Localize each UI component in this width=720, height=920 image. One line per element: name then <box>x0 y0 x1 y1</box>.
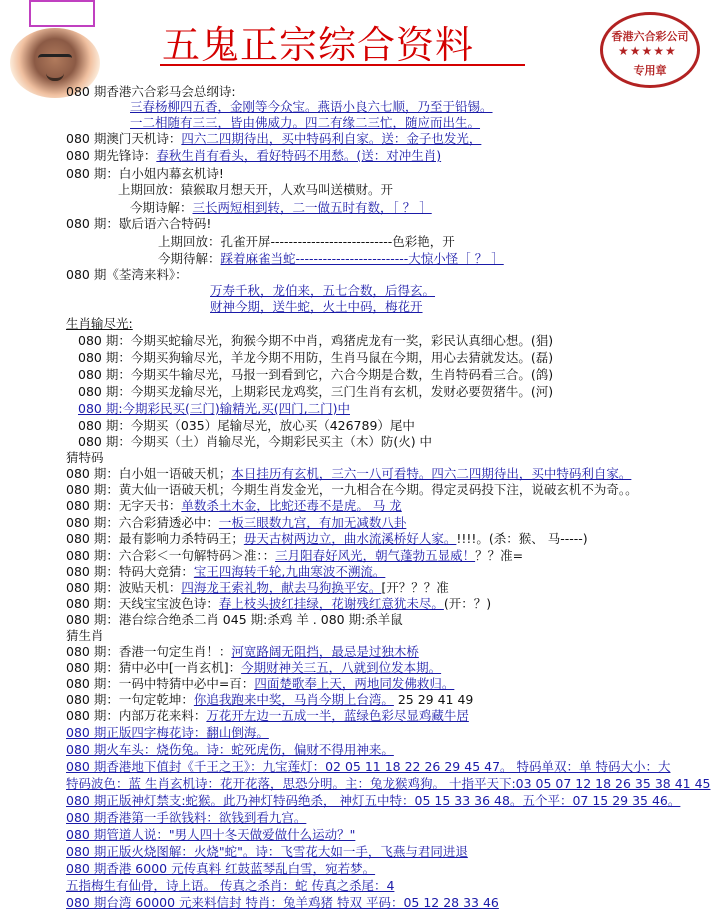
list-item: 080 期：白小姐内幕玄机诗! <box>66 166 224 181</box>
list-item: 财神今期，送牛蛇，火土中码，梅花开 <box>210 299 423 314</box>
line-prefix: 080 期：香港一句定生肖！： <box>66 644 232 659</box>
list-item: 080 期香港 6000 元传真料 红鼓蓝琴乱白雪，宛若梦。 <box>66 861 376 876</box>
pink-frame <box>29 0 95 27</box>
list-item <box>66 496 402 514</box>
section-heading: 猜生肖 <box>66 628 104 643</box>
line-value: 三长两短相到转，二一做五时有数，［ ？ ］ <box>192 200 432 215</box>
list-item <box>66 706 469 724</box>
line-value: 四面楚歌奉上天，两地同发佛救归。 <box>254 676 455 691</box>
list-item: 080 期：港台综合绝杀二肖 045 期:杀鸡 羊 . 080 期:杀羊鼠 <box>66 612 403 627</box>
list-item <box>66 146 441 164</box>
list-item: 一二相随有三三，皆由佛威力。四二有缘二三忙，随应而出生。 <box>130 115 481 130</box>
list-item: 080 期管道人说："男人四十冬天做爱做什么运动？" <box>66 827 356 842</box>
list-item: 080 期：今期买龙输尽光，上期彩民龙鸡奖，三门生肖有玄机，发财必要贺猪牛。(河) <box>78 384 554 399</box>
seal-stars-icon: ★★★★★ <box>618 44 677 58</box>
line-prefix: 080 期：猜中必中[一肖玄机]： <box>66 660 242 675</box>
line-suffix: (开：？) <box>443 596 492 611</box>
list-item: 080 期：今期买狗输尽光，羊龙今期不用防，生肖马鼠在今期，用心去猜就发达。(磊) <box>78 350 554 365</box>
line-prefix: 080 期：最有影响力杀特码王； <box>66 531 244 546</box>
line-value: 你追我跑来中奖，马肖今期上台湾。 <box>193 692 394 707</box>
line-value: 宝王四海转千轮,九曲寒波不溯流。 <box>193 564 386 579</box>
line-value: 今期财神关三五，八就到位发本期。 <box>241 660 442 675</box>
list-item: 080 期:今期彩民买(三门)输精光,买(四门,二门)中 <box>78 401 350 416</box>
list-item: 080 期香港六合彩马会总纲诗: <box>66 84 236 99</box>
line-suffix: 25 29 41 49 <box>397 692 474 707</box>
line-prefix: 080 期：六合彩＜一句解特码＞准：： <box>66 548 276 563</box>
line-prefix: 080 期：一码中特猜中必中=百： <box>66 676 255 691</box>
list-item: 五指梅生有仙骨，诗上语。 传真之杀肖：蛇 传真之杀尾：4 <box>66 878 395 893</box>
line-prefix: 080 期：内部万花来料： <box>66 708 207 723</box>
glasses-icon <box>38 54 72 65</box>
list-item: 万寿千秋，龙伯来，五七合数，后得玄。 <box>210 283 436 298</box>
list-item: 上期回放：猿猴取月想天开，人欢马叫送横财。开 <box>118 182 394 197</box>
line-prefix: 080 期：天线宝宝波色诗： <box>66 596 219 611</box>
list-item: 080 期：今期买牛输尽光，马报一到看到它，六合今期是合数，生肖特码看三合。(鸽) <box>78 367 554 382</box>
line-value: 万花开左边一五成一半，蓝绿色彩尽显鸡藏牛居 <box>206 708 469 723</box>
line-value: 河宽路阔无阻挡，最忌是过独木桥 <box>231 644 419 659</box>
line-prefix: 080 期：无字天书： <box>66 498 182 513</box>
line-value: 一板三眼数九宫，有加无减数八卦 <box>218 515 407 530</box>
list-item: 080 期：今期买（035）尾输尽光，放心买（426789）尾中 <box>78 418 415 433</box>
line-value: 春秋生肖有看头，看好特码不用愁。(送：对冲生肖) <box>156 148 442 163</box>
list-item: 080 期正版神灯禁支:蛇猴。此乃神灯特码绝杀， 神灯五中特：05 15 33 36 48。五个平：07 15 29 35 46。 <box>66 793 681 808</box>
list-item: 三春杨柳四五香，金刚等今众宝。燕语小良六七顺，乃至于铅锡。 <box>130 99 493 114</box>
section-heading: 猜特码 <box>66 450 104 465</box>
list-item: 080 期火车头：烧伤兔。诗：蛇死虎伤，偏财不得用神来。 <box>66 742 394 757</box>
list-item: 080 期《荃湾来料》： <box>66 267 188 282</box>
line-prefix: 今期待解： <box>158 251 221 266</box>
list-item: 080 期香港地下值封《千王之王》：九宝莲灯：02 05 11 18 22 26 29 45 47。 特码单双：单 特码大小：大 <box>66 759 671 774</box>
line-prefix: 080 期：一句定乾坤： <box>66 692 194 707</box>
line-prefix: 080 期：六合彩猜透必中： <box>66 515 219 530</box>
list-item: 080 期正版火烧图解：火烧"蛇"。诗：飞雪花大如一手，飞燕与君同进退 <box>66 844 468 859</box>
line-value: 四海龙王索礼物，献去马狗换平安。 <box>181 580 382 595</box>
line-value: 三月阳春好风光，朝气蓬勃五显威！ <box>275 548 476 563</box>
line-suffix: ？？准= <box>475 548 524 563</box>
seal-top-text: 香港六合彩公司 <box>611 30 689 43</box>
line-value: 春上枝头披红挂绿，花谢残红意犹未尽。 <box>218 596 444 611</box>
page-title: 五鬼正宗综合资料 <box>162 23 475 67</box>
list-item <box>66 129 481 147</box>
list-item <box>66 529 588 547</box>
list-item: 特码波色：蓝 生肖玄机诗：花开花落，思恐分明。主：兔龙猴鸡狗。 十指平天下:03 05 07 12 18 26 35 38 41 45 <box>66 776 711 791</box>
line-prefix: 080 期：白小姐一语破天机； <box>66 466 232 481</box>
line-value: 四六二四期待出，买中特码利自家。送：金子也发光， <box>181 131 482 146</box>
list-item: 080 期正版四字梅花诗：翻山倒海。 <box>66 725 269 740</box>
list-item: 080 期香港第一手欲钱料：欲钱到看九宫。 <box>66 810 307 825</box>
list-item: 上期回放：孔雀开屏---------------------------色彩艳，开 <box>158 234 455 249</box>
list-item: 080 期：今期买（土）肖输尽光，今期彩民买主（木）防(火) 中 <box>78 434 433 449</box>
line-suffix: !!!!。(杀：猴、 马-----) <box>456 531 588 546</box>
list-item: 080 期台湾 60000 元来料信封 特肖：兔羊鸡猪 特双 平码：05 12 28 33 46 <box>66 895 499 910</box>
line-prefix: 080 期澳门天机诗： <box>66 131 182 146</box>
section-heading: 生肖输尽光: <box>66 316 133 331</box>
line-value: 毋天古树两边立，曲水流溪桥好人家。 <box>243 531 457 546</box>
list-item: 080 期：今期买蛇输尽光，狗猴今期不中肖，鸡猪虎龙有一奖，彩民认真细心想。(猖) <box>78 333 554 348</box>
list-item <box>158 249 504 267</box>
line-suffix: [开？？？准 <box>381 580 449 595</box>
line-prefix: 080 期：特码大竞猜： <box>66 564 194 579</box>
list-item: 080 期：歇后语六合特码! <box>66 216 212 231</box>
line-prefix: 今期诗解： <box>130 200 193 215</box>
title-underline <box>160 64 525 66</box>
seal-bottom-text: 专用章 <box>633 64 667 77</box>
line-prefix: 080 期先锋诗： <box>66 148 157 163</box>
line-prefix: 080 期：波贴天机： <box>66 580 182 595</box>
mouth-icon <box>46 72 64 81</box>
line-value: 单数杀土木金，比蛇还毒不是虎。 马 龙 <box>181 498 402 513</box>
line-value: 本日挂历有玄机，三六一八可看特。四六二四期待出，买中特码利自家。 <box>231 466 632 481</box>
line-value: 踩着麻雀当蛇-------------------------大惊小怪［ ？ ］ <box>220 251 504 266</box>
list-item: 080 期：黄大仙一语破天机；今期生肖发金光，一九相合在今期。得定灵码投下注，说破玄机不为奇。。 <box>66 482 638 497</box>
